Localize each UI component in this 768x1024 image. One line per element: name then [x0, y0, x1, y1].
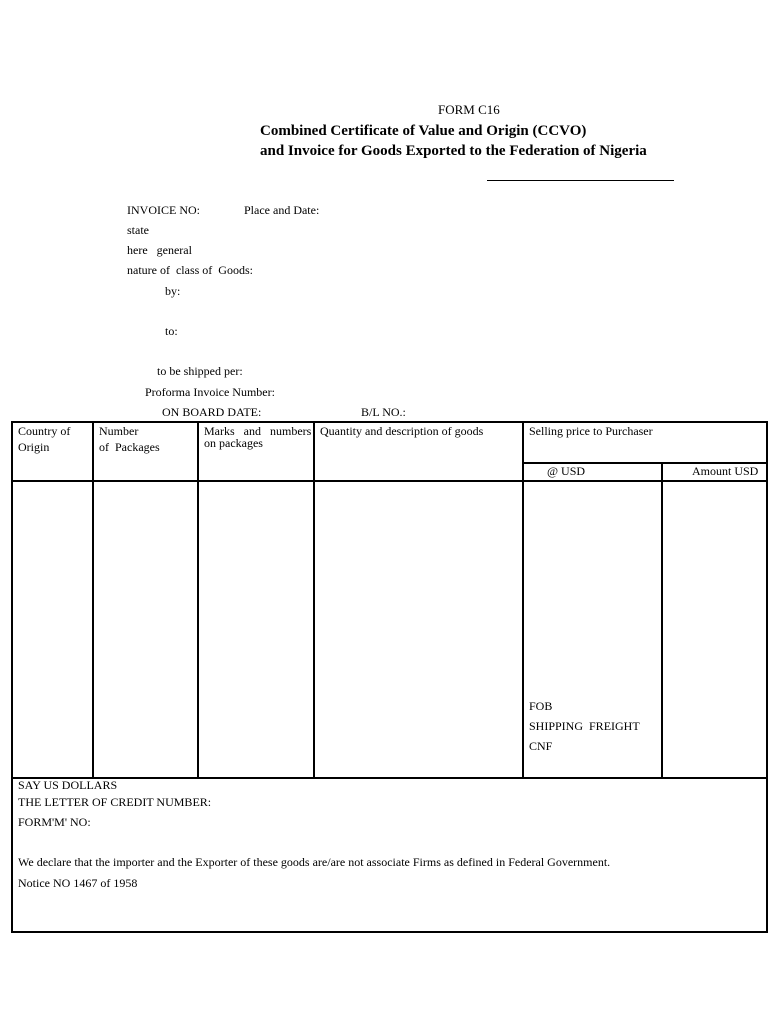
form-m-no-label: FORM'M' NO:	[18, 815, 91, 829]
form-code: FORM C16	[438, 102, 500, 117]
table-header-bottom-border	[11, 480, 768, 482]
place-and-date-label: Place and Date:	[244, 203, 320, 217]
sub-header-at-usd: @ USD	[547, 464, 586, 478]
on-board-date-label: ON BOARD DATE:	[162, 405, 262, 419]
col-header-marks-line2: on packages	[204, 436, 263, 450]
col-divider-4	[522, 421, 524, 779]
form-title-line1: Combined Certificate of Value and Origin (CCVO)	[260, 123, 587, 139]
table-top-border	[11, 421, 768, 423]
shipped-per-label: to be shipped per:	[157, 364, 243, 378]
col-header-country-line1: Country of	[18, 424, 71, 438]
notice-text: Notice NO 1467 of 1958	[18, 876, 138, 890]
sub-header-amount-usd: Amount USD	[692, 464, 759, 478]
to-label: to:	[165, 324, 178, 338]
col-divider-5	[661, 462, 663, 779]
col-divider-3	[313, 421, 315, 779]
by-label: by:	[165, 284, 181, 298]
here-general-label: here general	[127, 243, 192, 257]
col-divider-1	[92, 421, 94, 779]
cnf-label: CNF	[529, 739, 553, 753]
say-us-dollars-label: SAY US DOLLARS	[18, 778, 118, 792]
form-title-line2: and Invoice for Goods Exported to the Federation of Nigeria	[260, 143, 647, 159]
col-header-country-line2: Origin	[18, 440, 50, 454]
table-bottom-border	[11, 931, 768, 933]
declaration-text: We declare that the importer and the Exporter of these goods are/are not associate Firms as defined in Federal Government.	[18, 855, 611, 869]
bl-no-label: B/L NO.:	[361, 405, 406, 419]
invoice-no-label: INVOICE NO:	[127, 203, 200, 217]
table-body-bottom-border	[11, 777, 768, 779]
signature-underline	[487, 180, 674, 181]
letter-of-credit-label: THE LETTER OF CREDIT NUMBER:	[18, 795, 212, 809]
col-header-selling-price: Selling price to Purchaser	[529, 424, 653, 438]
nature-of-goods-label: nature of class of Goods:	[127, 263, 253, 277]
col-header-quantity: Quantity and description of goods	[320, 424, 484, 438]
col-header-number-line2: of Packages	[99, 440, 160, 454]
state-label: state	[127, 223, 149, 237]
col-header-marks-line1: Marks and numbers	[204, 424, 312, 438]
proforma-invoice-label: Proforma Invoice Number:	[145, 385, 275, 399]
col-header-number-line1: Number	[99, 424, 139, 438]
fob-label: FOB	[529, 699, 553, 713]
table-left-border	[11, 421, 13, 933]
shipping-freight-label: SHIPPING FREIGHT	[529, 719, 640, 733]
col-divider-2	[197, 421, 199, 779]
